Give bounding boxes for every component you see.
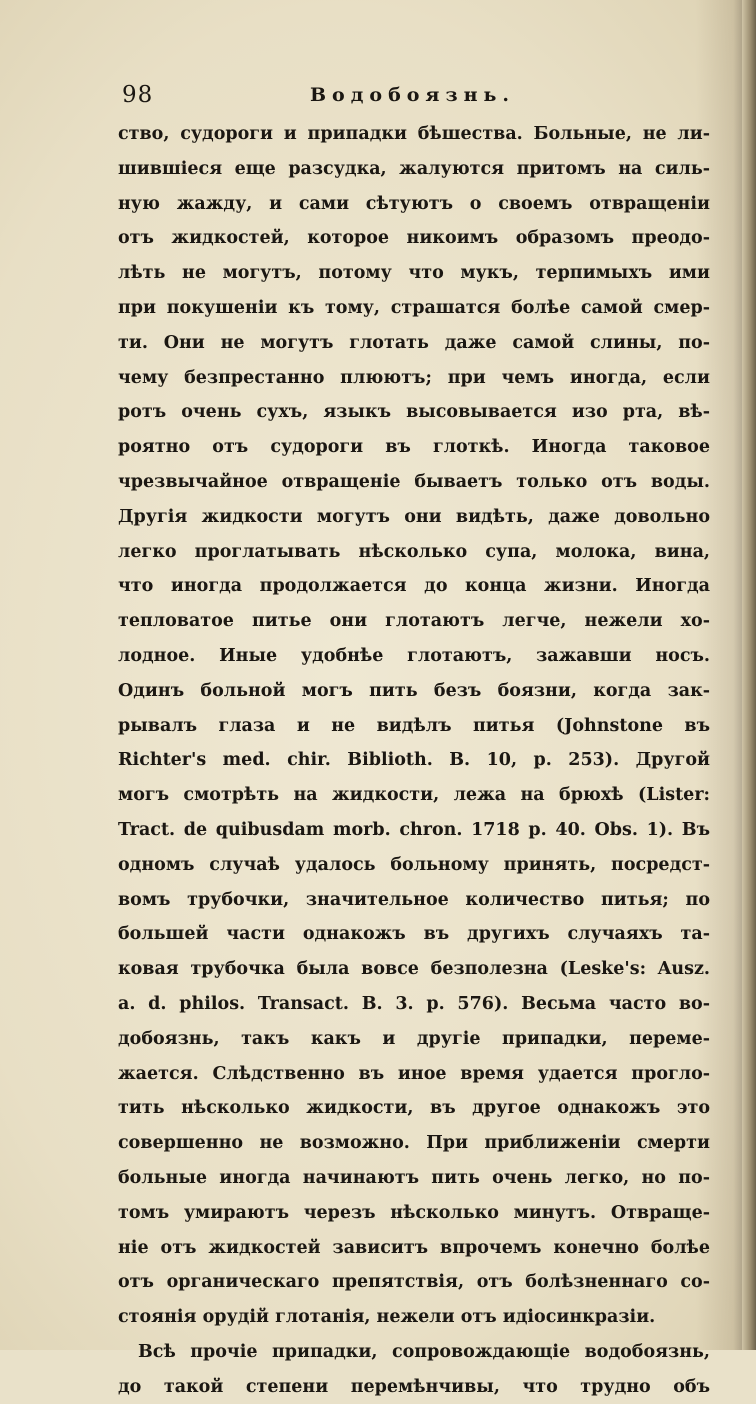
text-line: отъ органическаго препятствія, отъ болѣзненнаго со- [118, 1272, 710, 1293]
text-line: что иногда продолжается до конца жизни. Иногда [118, 576, 710, 597]
text-line: чему безпрестанно плюютъ; при чемъ иногда, если [118, 367, 710, 388]
text-line: роятно отъ судороги въ глоткѣ. Иногда таковое [118, 437, 710, 458]
text-line: лодное. Иные удобнѣе глотаютъ, зажавши носъ. [118, 645, 710, 666]
text-line: отъ жидкостей, которое никоимъ образомъ преодо- [118, 228, 710, 249]
text-line: жается. Слѣдственно въ иное время удается прогло- [118, 1063, 710, 1084]
page-number: 98 [122, 82, 154, 108]
page-edge-shadow [742, 0, 756, 1350]
text-line: большей части однакожъ въ другихъ случаяхъ та- [118, 924, 710, 945]
page-header [122, 82, 712, 116]
text-line: ротъ очень сухъ, языкъ высовывается изо рта, вѣ- [118, 402, 710, 423]
text-line: Tract. de quibusdam morb. chron. 1718 p. 40. Obs. 1). Въ [118, 819, 710, 840]
body-text [118, 117, 710, 1404]
text-line: легко проглатывать нѣсколько супа, молока, вина, [118, 541, 710, 562]
text-line: Всѣ прочіе припадки, сопровождающіе водобоязнь, [138, 1341, 710, 1362]
text-line: одномъ случаѣ удалось больному принять, посредст- [118, 854, 710, 875]
text-line: при покушеніи къ тому, страшатся болѣе самой смер- [118, 297, 710, 318]
text-line: стоянія орудій глотанія, нежели отъ идіосинкразіи. [118, 1307, 656, 1328]
text-line: ство, судороги и припадки бѣшества. Больные, не ли- [118, 124, 710, 144]
text-line: лѣть не могутъ, потому что мукъ, терпимыхъ ими [118, 263, 710, 284]
text-line: рывалъ глаза и не видѣлъ питья (Johnstone въ [118, 715, 710, 736]
text-line: ную жажду, и сами сѣтуютъ о своемъ отвращеніи [118, 193, 710, 214]
text-line: ти. Они не могутъ глотать даже самой слины, по- [118, 332, 710, 353]
text-line: чрезвычайное отвращеніе бываетъ только отъ воды. [118, 471, 710, 492]
text-line: тепловатое питье они глотаютъ легче, нежели хо- [118, 611, 710, 632]
text-line: могъ смотрѣть на жидкости, лежа на брюхѣ (Lister: [118, 785, 710, 806]
text-line: Другія жидкости могутъ они видѣть, даже довольно [118, 506, 710, 527]
text-line: до такой степени перемѣнчивы, что трудно объ [118, 1376, 710, 1397]
text-line: ніе отъ жидкостей зависитъ впрочемъ конечно болѣе [118, 1237, 710, 1258]
text-line: вомъ трубочки, значительное количество питья; по [118, 889, 710, 910]
text-line: Одинъ больной могъ пить безъ боязни, когда зак- [118, 680, 710, 701]
running-title: Водобоязнь. [310, 84, 515, 106]
text-line: ковая трубочка была вовсе безполезна (Leske's: Ausz. [118, 959, 710, 980]
text-line: добоязнь, такъ какъ и другіе припадки, переме- [118, 1028, 710, 1049]
text-line: томъ умираютъ черезъ нѣсколько минутъ. Отвраще- [118, 1202, 710, 1223]
text-line: шившіеся еще разсудка, жалуются притомъ на силь- [118, 158, 710, 179]
text-line: Richter's med. chir. Biblioth. B. 10, p. 253). Другой [118, 750, 710, 771]
text-line: совершенно не возможно. При приближеніи смерти [118, 1133, 710, 1154]
text-line: тить нѣсколько жидкости, въ другое однакожъ это [118, 1098, 710, 1119]
text-line: больные иногда начинаютъ пить очень легко, но по- [118, 1167, 710, 1188]
text-line: a. d. philos. Transact. B. 3. p. 576). Весьма часто во- [118, 993, 710, 1014]
